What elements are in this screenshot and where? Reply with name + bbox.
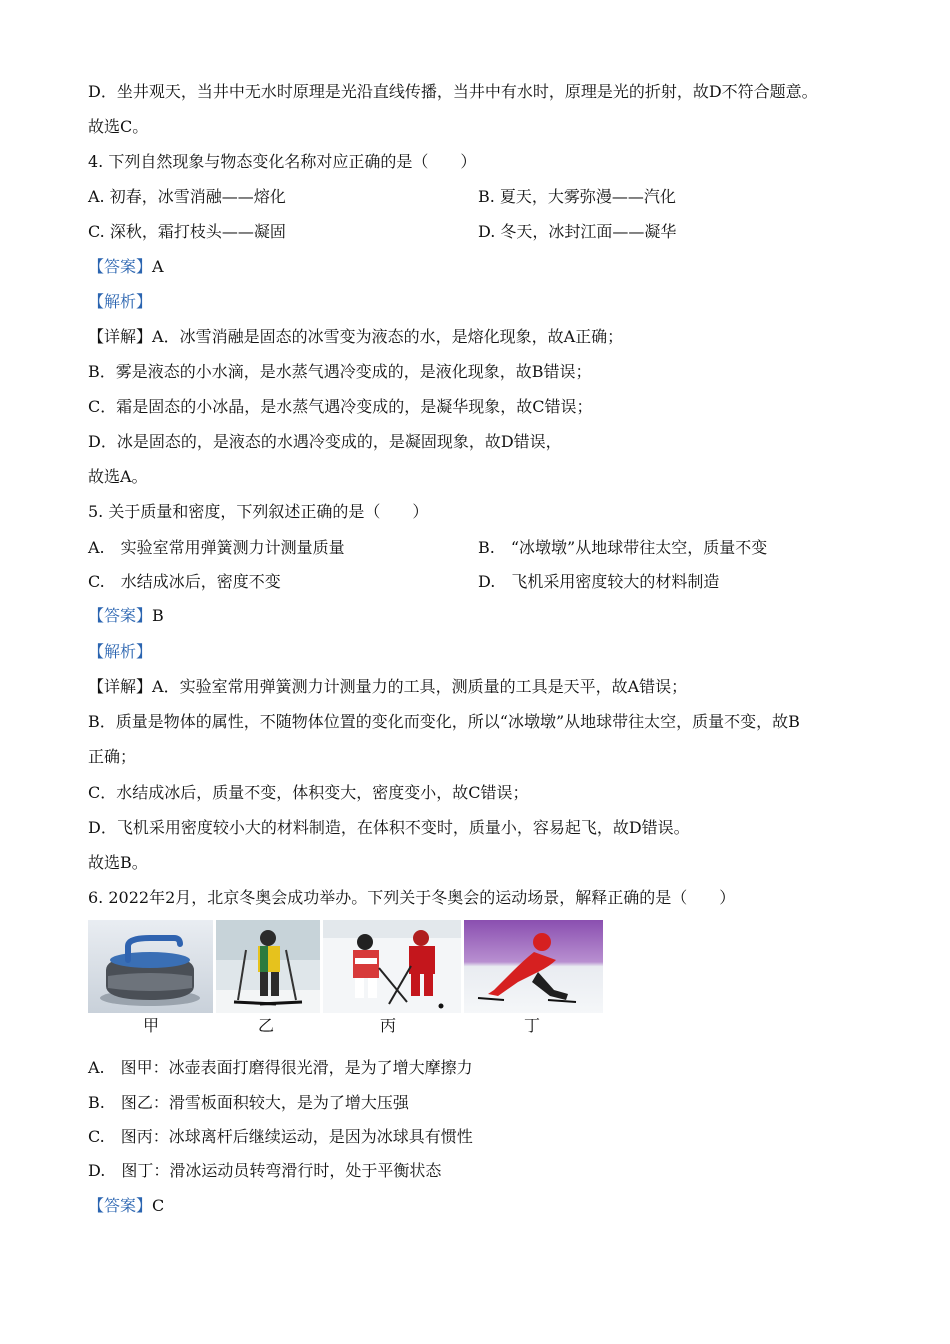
q3-option-d-explanation: D．坐井观天，当井中无水时原理是光沿直线传播，当井中有水时，原理是光的折射，故D不符合题意。 <box>88 82 818 101</box>
curling-stone-image <box>88 920 213 1013</box>
q5-detail-b-cont: 正确； <box>88 747 137 766</box>
answer-tag: 【答案】 <box>88 606 153 625</box>
q4-answer-line <box>88 257 164 277</box>
q4-option-a: A. 初春，冰雪消融——熔化 <box>88 187 286 206</box>
q5-detail-line <box>88 677 687 697</box>
q3-conclusion: 故选C。 <box>88 117 149 136</box>
q4-detail-c: C．霜是固态的小冰晶，是水蒸气遇冷变成的，是凝华现象，故C错误； <box>88 397 593 416</box>
q6-option-a: A. 图甲：冰壶表面打磨得很光滑，是为了增大摩擦力 <box>88 1058 473 1077</box>
q5-answer-line <box>88 606 164 626</box>
q5-answer: B <box>152 606 164 625</box>
q4-option-b: B. 夏天，大雾弥漫——汽化 <box>478 187 676 206</box>
caption-bing: 丙 <box>380 1016 397 1035</box>
q4-detail-a: A．冰雪消融是固态的冰雪变为液态的水，是熔化现象，故A正确； <box>152 327 624 346</box>
q5-detail-b: B．质量是物体的属性，不随物体位置的变化而变化，所以“冰墩墩”从地球带往太空，质量不变，故B <box>88 712 800 731</box>
q6-stem: 6. 2022年2月，北京冬奥会成功举办。下列关于冬奥会的运动场景，解释正确的是（ ） <box>88 888 736 907</box>
winter-olympics-photos <box>88 920 603 1013</box>
q5-detail-d: D．飞机采用密度较小大的材料制造，在体积不变时，质量小，容易起飞，故D错误。 <box>88 818 690 837</box>
answer-tag: 【答案】 <box>88 1196 153 1215</box>
detail-tag: 【详解】 <box>88 327 153 346</box>
q4-detail-b: B．雾是液态的小水滴，是水蒸气遇冷变成的，是液化现象，故B错误； <box>88 362 592 381</box>
q6-option-c: C. 图丙：冰球离杆后继续运动，是因为冰球具有惯性 <box>88 1127 473 1146</box>
speed-skater-image <box>464 920 603 1013</box>
q6-answer-line <box>88 1196 164 1216</box>
q6-option-d: D. 图丁：滑冰运动员转弯滑行时，处于平衡状态 <box>88 1161 442 1180</box>
answer-tag: 【答案】 <box>88 257 153 276</box>
q4-option-d: D. 冬天，冰封江面——凝华 <box>478 222 677 241</box>
q5-option-d: D. 飞机采用密度较大的材料制造 <box>478 572 720 591</box>
q5-detail-a: A．实验室常用弹簧测力计测量力的工具，测质量的工具是天平，故A错误； <box>152 677 688 696</box>
q4-stem: 4. 下列自然现象与物态变化名称对应正确的是（ ） <box>88 152 477 171</box>
detail-tag: 【详解】 <box>88 677 153 696</box>
q5-analysis-tag: 【解析】 <box>88 642 153 661</box>
ice-hockey-image <box>323 920 461 1013</box>
caption-jia: 甲 <box>143 1016 160 1035</box>
q4-analysis-tag: 【解析】 <box>88 292 153 311</box>
q4-conclusion: 故选A。 <box>88 467 148 486</box>
q4-detail-d: D．冰是固态的，是液态的水遇冷变成的，是凝固现象，故D错误， <box>88 432 562 451</box>
q5-detail-c: C．水结成冰后，质量不变，体积变大，密度变小，故C错误； <box>88 783 529 802</box>
q5-option-b: B. “冰墩墩”从地球带往太空，质量不变 <box>478 538 768 557</box>
caption-ding: 丁 <box>524 1016 541 1035</box>
q5-option-c: C. 水结成冰后，密度不变 <box>88 572 281 591</box>
caption-yi: 乙 <box>258 1016 275 1035</box>
q5-conclusion: 故选B。 <box>88 853 148 872</box>
q5-option-a: A. 实验室常用弹簧测力计测量质量 <box>88 538 345 557</box>
q4-answer: A <box>152 257 164 276</box>
q5-stem: 5. 关于质量和密度，下列叙述正确的是（ ） <box>88 502 429 521</box>
q4-option-c: C. 深秋，霜打枝头——凝固 <box>88 222 286 241</box>
q6-answer: C <box>152 1196 165 1215</box>
skier-image <box>216 920 320 1013</box>
q6-option-b: B. 图乙：滑雪板面积较大，是为了增大压强 <box>88 1093 409 1112</box>
q4-detail-line <box>88 327 623 347</box>
